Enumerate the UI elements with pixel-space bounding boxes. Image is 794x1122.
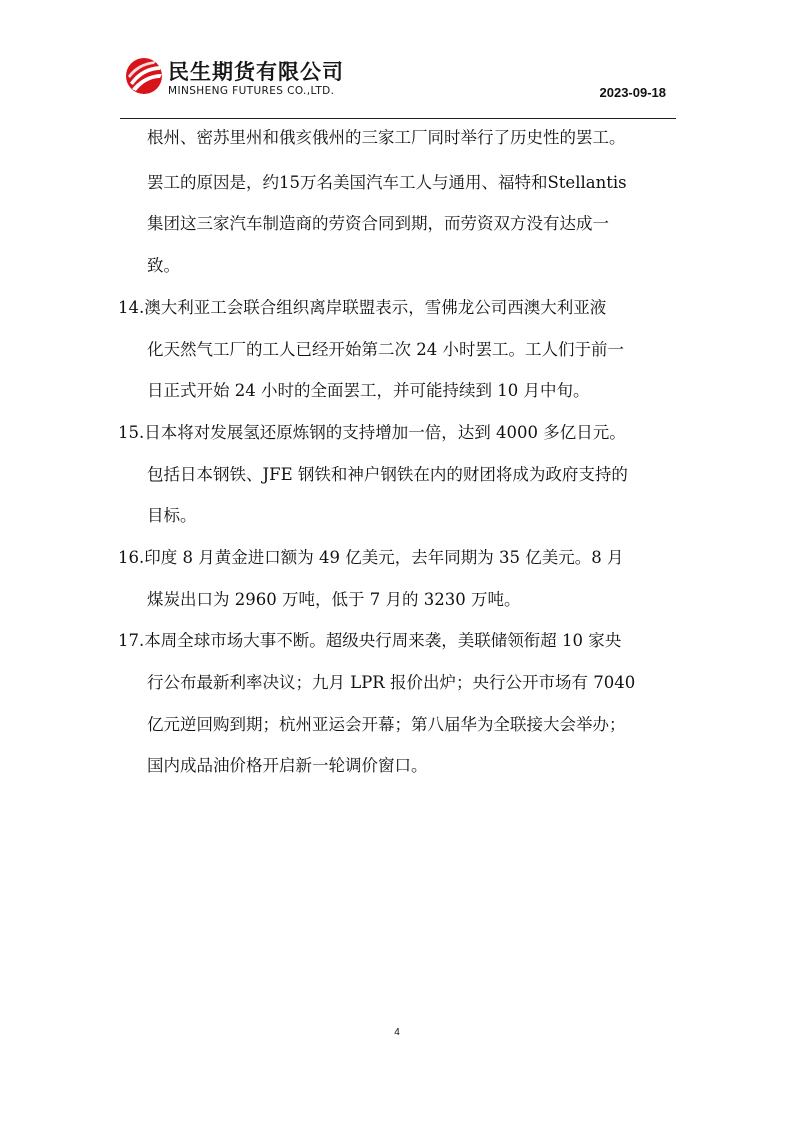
- text-line: 集团这三家汽车制造商的劳资合同到期，而劳资双方没有达成一: [147, 214, 609, 233]
- text-line: 致。: [147, 256, 180, 275]
- text-line: 化天然气工厂的工人已经开始第二次 24 小时罢工。工人们于前一: [147, 340, 624, 359]
- news-item-15: 15.日本将对发展氢还原炼钢的支持增加一倍，达到 4000 多亿日元。: [118, 423, 626, 442]
- news-item-16: 16.印度 8 月黄金进口额为 49 亿美元，去年同期为 35 亿美元。8 月: [118, 548, 624, 567]
- text-line: 包括日本钢铁、JFE 钢铁和神户钢铁在内的财团将成为政府支持的: [147, 465, 628, 484]
- text-line: 国内成品油价格开启新一轮调价窗口。: [147, 756, 428, 775]
- text-line: 亿元逆回购到期；杭州亚运会开幕；第八届华为全联接大会举办；: [147, 715, 626, 734]
- news-item-14: 14.澳大利亚工会联合组织离岸联盟表示，雪佛龙公司西澳大利亚液: [118, 298, 607, 317]
- header-divider: [120, 118, 676, 119]
- page-header: [0, 0, 794, 120]
- text-line: 根州、密苏里州和俄亥俄州的三家工厂同时举行了历史性的罢工。: [147, 128, 626, 147]
- text-line: 煤炭出口为 2960 万吨，低于 7 月的 3230 万吨。: [147, 590, 521, 609]
- text-line: 日正式开始 24 小时的全面罢工，并可能持续到 10 月中旬。: [147, 381, 590, 400]
- text-line: 行公布最新利率决议；九月 LPR 报价出炉；央行公开市场有 7040: [147, 673, 636, 692]
- text-line: 目标。: [147, 506, 197, 525]
- text-line: 罢工的原因是，约15万名美国汽车工人与通用、福特和Stellantis: [147, 173, 627, 192]
- company-name-en: MINSHENG FUTURES CO.,LTD.: [168, 85, 335, 97]
- news-item-17: 17.本周全球市场大事不断。超级央行周来袭，美联储领衔超 10 家央: [118, 631, 622, 650]
- minsheng-logo-icon: [124, 56, 164, 96]
- page-number: 4: [394, 1027, 400, 1038]
- report-date: 2023-09-18: [599, 85, 666, 100]
- company-name-cn: 民生期货有限公司: [168, 60, 344, 84]
